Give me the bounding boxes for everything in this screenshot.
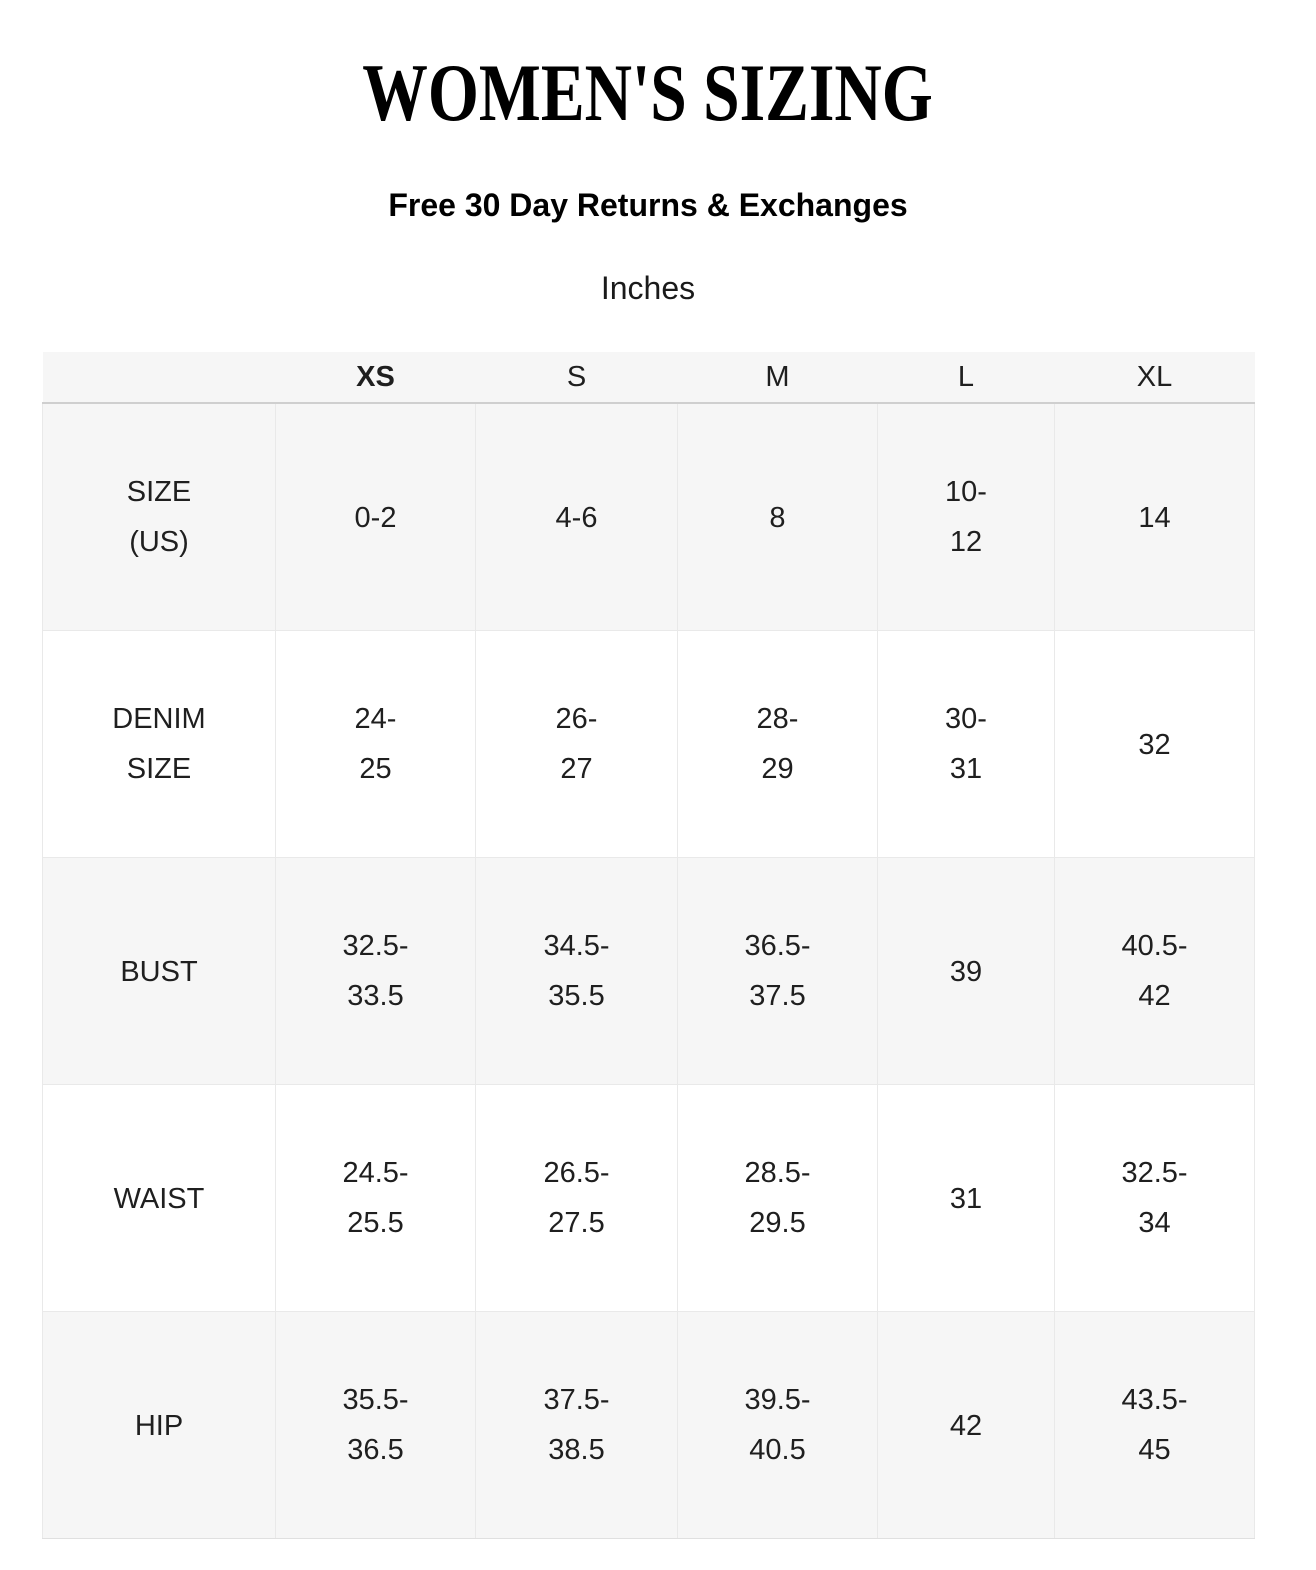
row-label: DENIM SIZE <box>43 631 276 858</box>
table-row-bust <box>43 858 1255 1085</box>
size-value-cell: 24.5-25.5 <box>276 1085 476 1312</box>
size-value-cell: 36.5-37.5 <box>678 858 878 1085</box>
size-value-cell: 37.5-38.5 <box>476 1312 678 1539</box>
size-value-cell: 39.5-40.5 <box>678 1312 878 1539</box>
size-value-cell: 0-2 <box>276 403 476 631</box>
size-value-cell: 35.5-36.5 <box>276 1312 476 1539</box>
size-value-cell: 39 <box>878 858 1055 1085</box>
size-value-cell: 24-25 <box>276 631 476 858</box>
corner-cell <box>43 352 276 403</box>
table-row-size-us <box>43 403 1255 631</box>
size-value-cell: 28-29 <box>678 631 878 858</box>
size-value-cell: 32.5-33.5 <box>276 858 476 1085</box>
units-label: Inches <box>600 270 696 306</box>
table-row-hip <box>43 1312 1255 1539</box>
size-value-cell: 4-6 <box>476 403 678 631</box>
size-value-cell: 26.5-27.5 <box>476 1085 678 1312</box>
size-value-cell: 32 <box>1055 631 1255 858</box>
size-value-cell: 34.5-35.5 <box>476 858 678 1085</box>
size-value-cell: 31 <box>878 1085 1055 1312</box>
page-title-text: WOMEN'S SIZING <box>362 47 934 138</box>
sizing-table <box>42 352 1255 1539</box>
size-value-cell: 8 <box>678 403 878 631</box>
row-label: WAIST <box>43 1085 276 1312</box>
size-col-header-xl[interactable]: XL <box>1055 352 1255 403</box>
size-value-cell: 42 <box>878 1312 1055 1539</box>
size-value-cell: 14 <box>1055 403 1255 631</box>
row-label: BUST <box>43 858 276 1085</box>
size-value-cell: 10-12 <box>878 403 1055 631</box>
size-header-row <box>43 352 1255 403</box>
size-value-cell: 43.5-45 <box>1055 1312 1255 1539</box>
size-col-header-l[interactable]: L <box>878 352 1055 403</box>
page-title <box>42 47 1254 138</box>
row-label: SIZE (US) <box>43 403 276 631</box>
size-value-cell: 32.5-34 <box>1055 1085 1255 1312</box>
table-row-waist <box>43 1085 1255 1312</box>
table-row-denim-size <box>43 631 1255 858</box>
size-col-header-xs[interactable]: XS <box>276 352 476 403</box>
size-value-cell: 40.5-42 <box>1055 858 1255 1085</box>
size-col-header-m[interactable]: M <box>678 352 878 403</box>
size-col-header-s[interactable]: S <box>476 352 678 403</box>
size-chart-page <box>0 47 1254 1539</box>
size-value-cell: 26-27 <box>476 631 678 858</box>
row-label: HIP <box>43 1312 276 1539</box>
returns-subtitle: Free 30 Day Returns & Exchanges <box>388 187 908 223</box>
size-value-cell: 30-31 <box>878 631 1055 858</box>
size-value-cell: 28.5-29.5 <box>678 1085 878 1312</box>
